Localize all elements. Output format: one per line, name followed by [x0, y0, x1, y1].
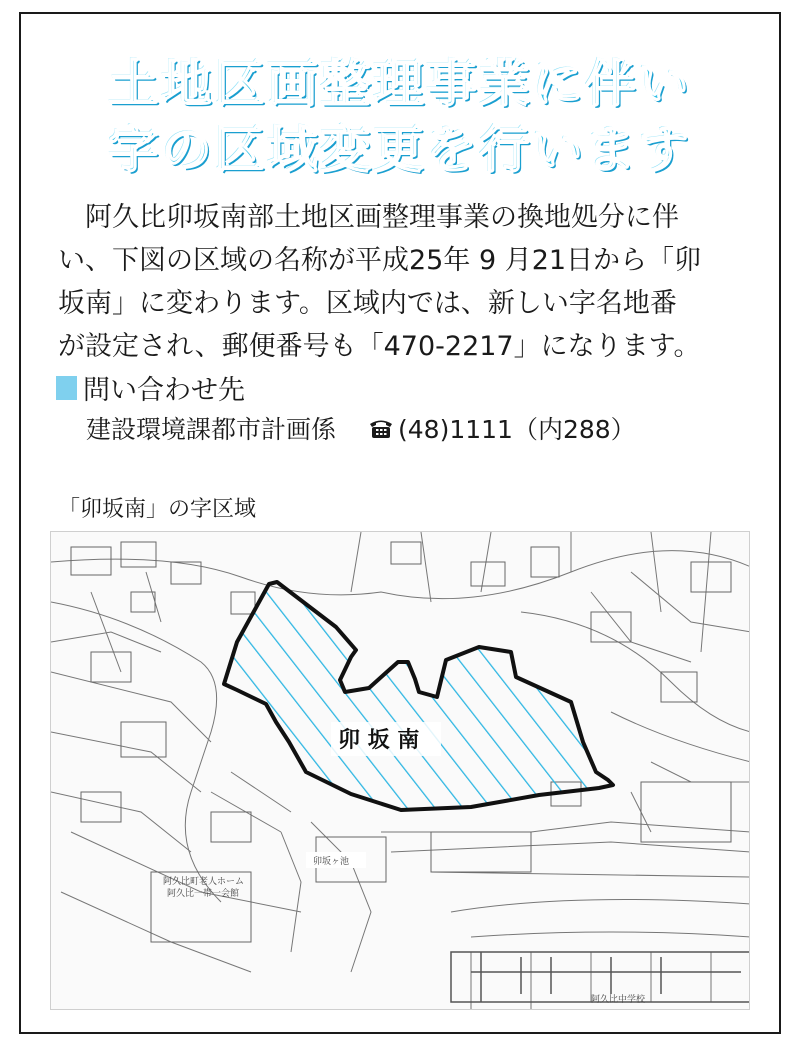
- heading-marker-square: [56, 376, 77, 400]
- notice-title-line1: 土地区画整理事業に伴い: [108, 55, 692, 113]
- notice-body: [58, 196, 748, 368]
- body-line-4: が設定され、郵便番号も「470-2217」になります。: [58, 331, 701, 362]
- school-label: 阿久比中学校: [591, 995, 646, 1005]
- facility-label-1: 阿久比町老人ホーム: [163, 877, 245, 887]
- district-map-drawing: [51, 532, 750, 1010]
- notice-title-line2: 字の区域変更を行います: [108, 121, 692, 179]
- facility-label-2: 阿久比一帯一会館: [167, 889, 240, 899]
- telephone-icon: [368, 417, 394, 439]
- contact-phone: (48)1111（内288）: [398, 415, 636, 444]
- contact-details: [86, 410, 636, 446]
- park-label: 卯坂ヶ池: [313, 857, 350, 867]
- district-hatch: [201, 572, 631, 822]
- map-caption: 「卯坂南」の字区域: [58, 497, 257, 522]
- district-name-label: 卯 坂 南: [338, 728, 420, 753]
- contact-department: 建設環境課都市計画係: [86, 415, 337, 444]
- district-map: [50, 531, 750, 1010]
- body-line-3: 坂南」に変わります。区域内では、新しい字名地番: [58, 288, 677, 319]
- body-line-1: 阿久比卯坂南部土地区画整理事業の換地処分に伴: [85, 202, 679, 233]
- contact-heading: [56, 368, 245, 407]
- body-line-2: い、下図の区域の名称が平成25年 9 月21日から「卯: [58, 245, 702, 276]
- contact-heading-text: 問い合わせ先: [83, 375, 245, 406]
